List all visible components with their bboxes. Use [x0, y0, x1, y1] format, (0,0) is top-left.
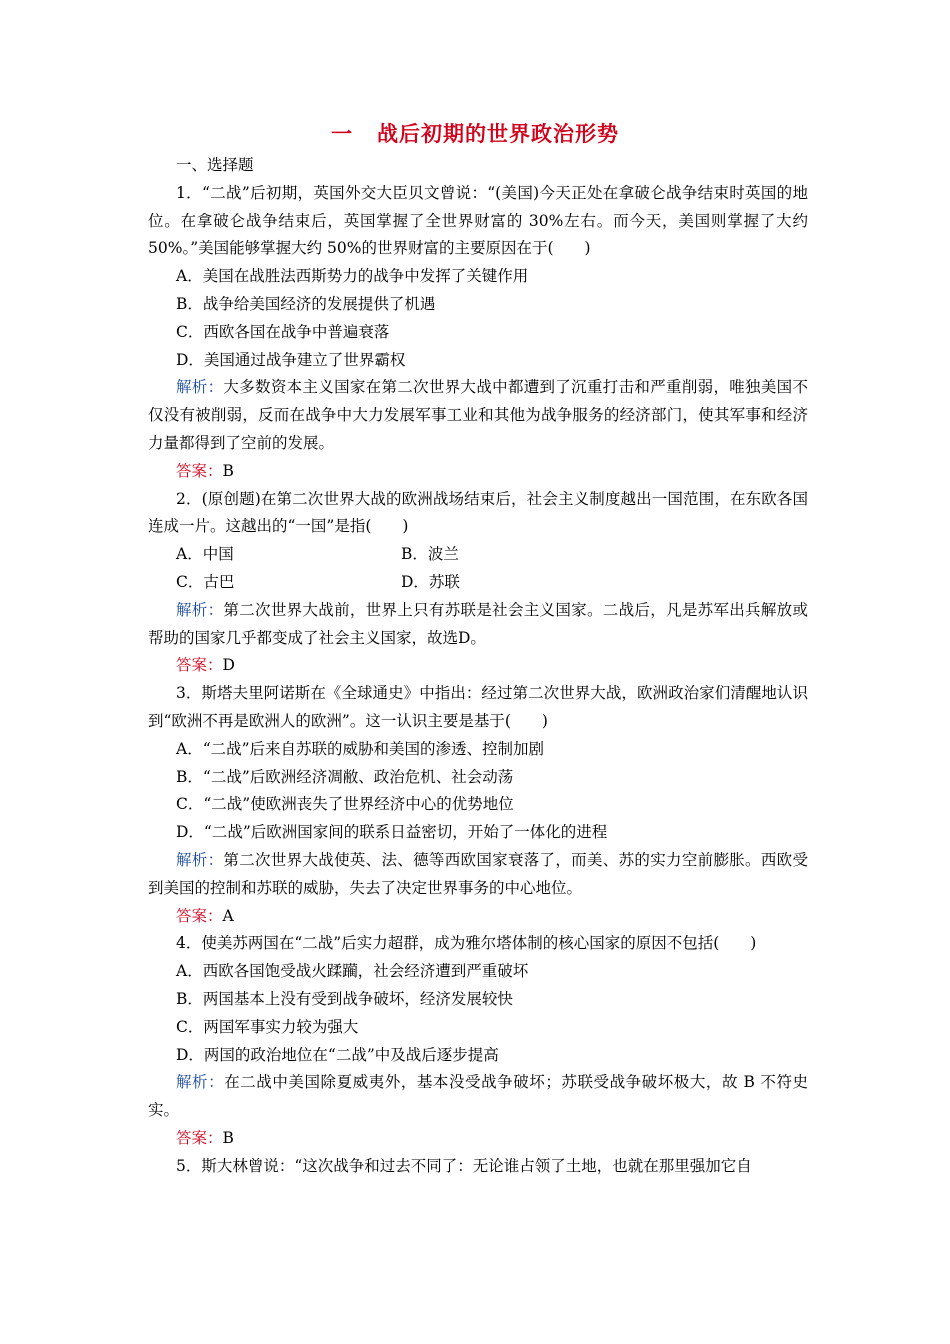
question-2-options-row-1	[148, 541, 808, 569]
title-text: 战后初期的世界政治形势	[377, 121, 619, 146]
question-2-analysis	[148, 597, 808, 653]
question-2-option-b: B．波兰	[401, 545, 459, 564]
answer-label: 答案：	[176, 1128, 223, 1147]
analysis-text: 大多数资本主义国家在第二次世界大战中都遭到了沉重打击和严重削弱，唯独美国不仅没有被削弱，反而在战争中大力发展军事工业和其他为战争服务的经济部门，使其军事和经济力量都得到了空前的发展。	[148, 378, 808, 452]
question-1-stem: 1．“二战”后初期，英国外交大臣贝文曾说：“(美国)今天正处在拿破仑战争结束时英国的地位。在拿破仑战争结束后，英国掌握了全世界财富的 30%左右。而今天，美国则掌握了大约 50%。”美国能够掌握大约 50%的世界财富的主要原因在于( )	[148, 183, 808, 258]
question-4-option-d: D．两国的政治地位在“二战”中及战后逐步提高	[176, 1045, 499, 1064]
question-3-answer	[148, 903, 808, 931]
analysis-label: 解析：	[176, 850, 224, 869]
answer-value: A	[222, 906, 234, 925]
question-4-option-a: A．西欧各国饱受战火蹂躏，社会经济遭到严重破坏	[176, 962, 529, 981]
answer-label: 答案：	[176, 906, 223, 925]
answer-label: 答案：	[176, 656, 223, 675]
question-3-option-c: C．“二战”使欧洲丧失了世界经济中心的优势地位	[176, 795, 514, 814]
question-1-option-a: A．美国在战胜法西斯势力的战争中发挥了关键作用	[176, 267, 529, 286]
question-4-answer	[148, 1125, 808, 1153]
question-3-option-d: D．“二战”后欧洲国家间的联系日益密切，开始了一体化的进程	[176, 823, 608, 842]
question-2-option-d: D．苏联	[401, 572, 460, 591]
question-1-option-b: B．战争给美国经济的发展提供了机遇	[176, 294, 436, 313]
question-2-answer	[148, 652, 808, 680]
analysis-label: 解析：	[176, 600, 224, 619]
title-number: 一	[331, 121, 353, 146]
question-3-stem: 3．斯塔夫里阿诺斯在《全球通史》中指出：经过第二次世界大战，欧洲政治家们清醒地认识到“欧洲不再是欧洲人的欧洲”。这一认识主要是基于( )	[148, 684, 808, 730]
question-3-analysis	[148, 847, 808, 903]
answer-label: 答案：	[176, 461, 223, 480]
page-title	[0, 118, 950, 148]
question-2-stem: 2．(原创题)在第二次世界大战的欧洲战场结束后，社会主义制度越出一国范围，在东欧各国连成一片。这越出的“一国”是指( )	[148, 489, 808, 536]
question-1-analysis	[148, 374, 808, 457]
answer-value: B	[222, 461, 234, 480]
answer-value: D	[222, 656, 235, 675]
section-heading: 一、选择题	[176, 156, 254, 174]
analysis-label: 解析：	[176, 1073, 225, 1092]
analysis-text: 第二次世界大战使英、法、德等西欧国家衰落了，而美、苏的实力空前膨胀。西欧受到美国的控制和苏联的威胁，失去了决定世界事务的中心地位。	[148, 850, 808, 897]
question-4-option-c: C．两国军事实力较为强大	[176, 1017, 359, 1036]
question-4-stem: 4．使美苏两国在“二战”后实力超群，成为雅尔塔体制的核心国家的原因不包括( )	[176, 934, 757, 953]
document-body	[148, 152, 808, 1180]
question-5-stem: 5．斯大林曾说：“这次战争和过去不同了：无论谁占领了土地，也就在那里强加它自	[176, 1156, 752, 1175]
analysis-text: 第二次世界大战前，世界上只有苏联是社会主义国家。二战后，凡是苏军出兵解放或帮助的国家几乎都变成了社会主义国家，故选D。	[148, 600, 808, 647]
analysis-text: 在二战中美国除夏威夷外，基本没受战争破坏；苏联受战争破坏极大，故 B 不符史实。	[148, 1073, 808, 1120]
question-4-option-b: B．两国基本上没有受到战争破坏，经济发展较快	[176, 989, 513, 1008]
question-3-option-a: A．“二战”后来自苏联的威胁和美国的渗透、控制加剧	[176, 739, 545, 758]
answer-value: B	[222, 1128, 234, 1147]
question-2-option-a: A．中国	[176, 545, 234, 564]
question-1-option-d: D．美国通过战争建立了世界霸权	[176, 350, 406, 369]
question-3-option-b: B．“二战”后欧洲经济凋敝、政治危机、社会动荡	[176, 767, 514, 786]
question-4-analysis	[148, 1069, 808, 1125]
question-2-options-row-2	[148, 569, 808, 597]
question-1-answer	[148, 458, 808, 486]
analysis-label: 解析：	[176, 378, 224, 397]
question-2-option-c: C．古巴	[176, 572, 235, 591]
question-1-option-c: C．西欧各国在战争中普遍衰落	[176, 322, 390, 341]
